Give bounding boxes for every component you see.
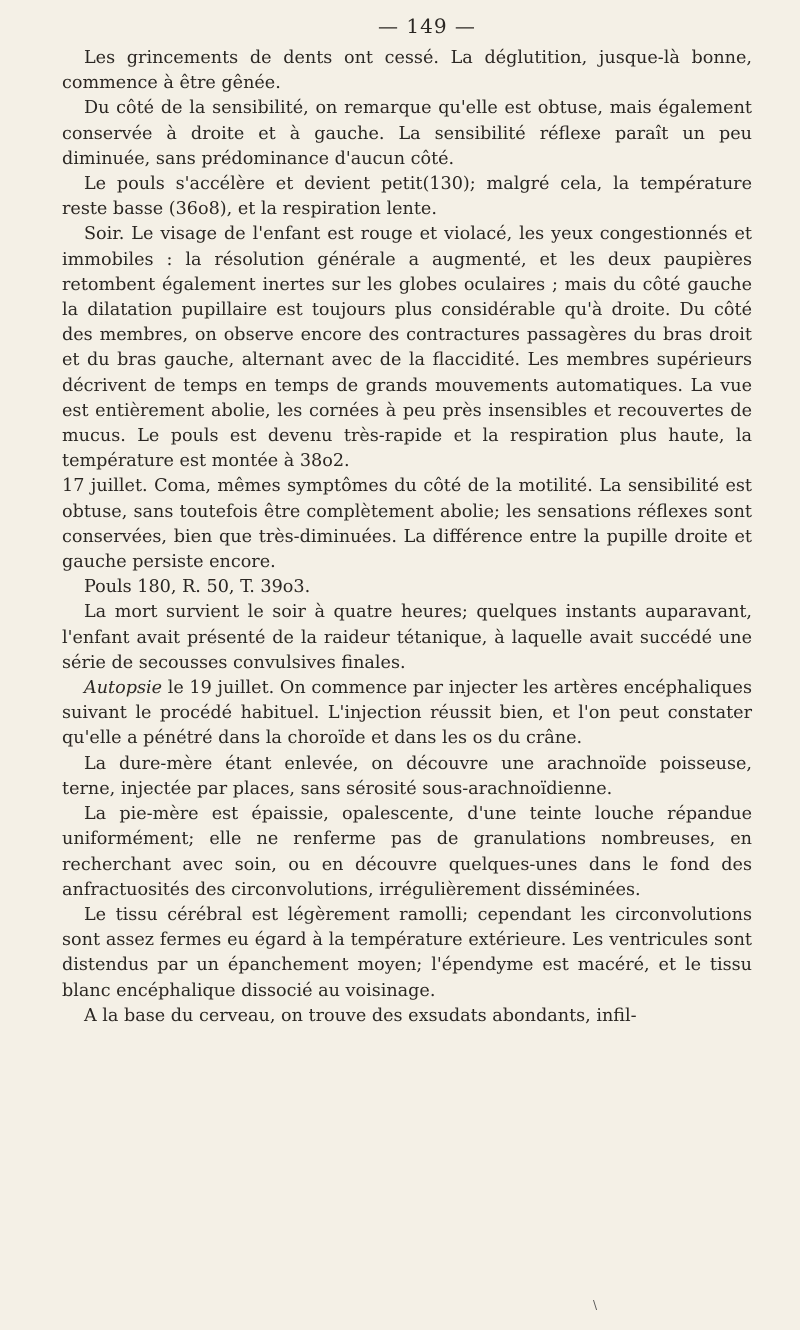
paragraph-1: Les grincements de dents ont cessé. La déglutition, jusque-là bonne, commence à être gênée.: [62, 48, 752, 94]
paragraph-9: La dure-mère étant enlevée, on découvre une arachnoïde poisseuse, terne, injectée par places, sans sérosité sous-arachnoïdienne.: [62, 753, 752, 799]
paragraph-12: A la base du cerveau, on trouve des exsudats abondants, infil-: [84, 1005, 637, 1026]
paragraph-10: La pie-mère est épaissie, opalescente, d'une teinte louche répandue uniformément; elle ne renferme pas de granulations nombreuses, en recherchant avec soin, ou en découvre quelques-unes dans le fond des anfractuosités des circonvolutions, irrégulièrement disséminées.: [62, 804, 752, 900]
paragraph-4: Soir. Le visage de l'enfant est rouge et violacé, les yeux congestionnés et immobiles : la résolution générale a augmenté, et les deux paupières retombent également inertes sur les globes oculaires ; mais du côté gauche la dilatation pupillaire est toujours plus considérable qu'à droite. Du côté des membres, on observe encore des contractures passagères du bras droit et du bras gauche, alternant avec de la flaccidité. Les membres supérieurs décrivent de temps en temps de grands mouvements automatiques. La vue est entièrement abolie, les cornées à peu près insensibles et recouvertes de mucus. Le pouls est devenu très-rapide et la respiration plus haute, la température est montée à 38o2.: [62, 224, 752, 472]
body-text: [62, 46, 752, 1029]
paragraph-7: La mort survient le soir à quatre heures; quelques instants auparavant, l'enfant avait présenté de la raideur tétanique, à laquelle avait succédé une série de secousses convulsives finales.: [62, 602, 752, 673]
document-page: [62, 12, 752, 1029]
autopsie-heading: Autopsie: [84, 678, 163, 699]
paragraph-11: Le tissu cérébral est légèrement ramolli; cependant les circonvolutions sont assez fermes eu égard à la température extérieure. Les ventricules sont distendus par un épanchement moyen; l'épendyme est macéré, et le tissu blanc encéphalique dissocié au voisinage.: [62, 904, 752, 1001]
page-number: — 149 —: [378, 14, 476, 38]
paragraph-6: Pouls 180, R. 50, T. 39o3.: [84, 577, 311, 598]
paragraph-3: Le pouls s'accélère et devient petit(130); malgré cela, la température reste basse (36o8), et la respiration lente.: [62, 174, 752, 220]
paragraph-8: [62, 676, 752, 752]
paragraph-8-text: le 19 juillet. On commence par injecter les artères encéphaliques suivant le procédé habituel. L'injection réussit bien, et l'on peut constater qu'elle a pénétré dans la choroïde et dans les os du crâne.: [62, 678, 752, 749]
stray-mark: \: [593, 1298, 598, 1312]
paragraph-5: 17 juillet. Coma, mêmes symptômes du côté de la motilité. La sensibilité est obtuse, sans toutefois être complètement abolie; les sensations réflexes sont conservées, bien que très-diminuées. La différence entre la pupille droite et gauche persiste encore.: [62, 476, 752, 573]
paragraph-2: Du côté de la sensibilité, on remarque qu'elle est obtuse, mais également conservée à droite et à gauche. La sensibilité réflexe paraît un peu diminuée, sans prédominance d'aucun côté.: [62, 98, 752, 169]
